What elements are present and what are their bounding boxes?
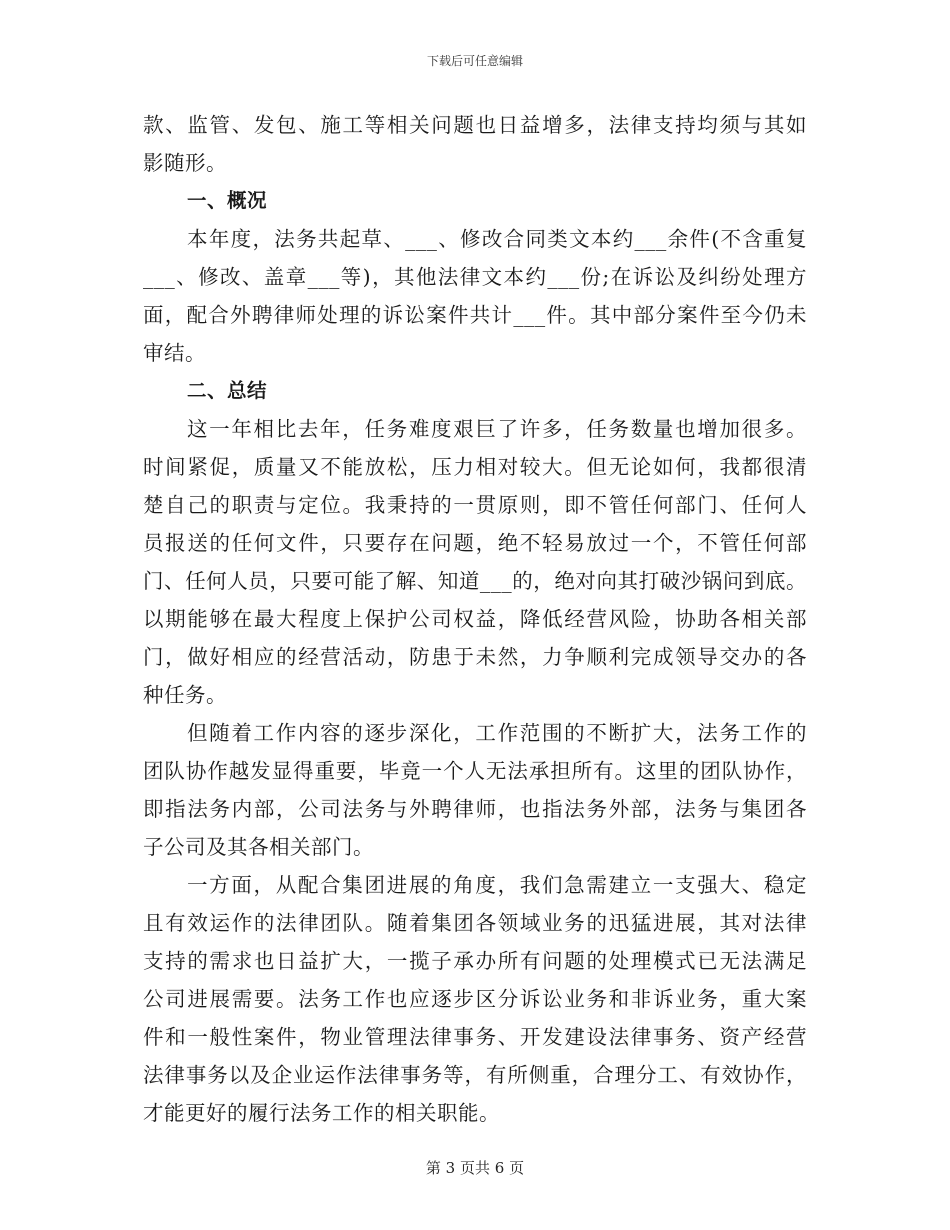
body-line: 楚自己的职责与定位。我秉持的一贯原则，即不管任何部门、任何人 [143, 493, 807, 517]
body-line: 一方面，从配合集团进展的角度，我们急需建立一支强大、稳定 [187, 873, 807, 897]
body-line: 法律事务以及企业运作法律事务等，有所侧重，合理分工、有效协作， [143, 1063, 807, 1087]
body-line: 且有效运作的法律团队。随着集团各领域业务的迅猛进展，其对法律 [143, 911, 807, 935]
body-line: 本年度，法务共起草、___、修改合同类文本约___余件(不含重复 [187, 227, 807, 251]
section-heading-summary: 二、总结 [187, 379, 268, 402]
body-line: 门、任何人员，只要可能了解、知道___的，绝对向其打破沙锅问到底。 [143, 569, 807, 593]
body-line: 子公司及其各相关部门。 [143, 835, 374, 859]
body-line: 才能更好的履行法务工作的相关职能。 [143, 1101, 500, 1125]
body-line: 公司进展需要。法务工作也应逐步区分诉讼业务和非诉业务，重大案 [143, 987, 807, 1011]
body-line: 影随形。 [143, 151, 227, 175]
body-line: 支持的需求也日益扩大，一揽子承办所有问题的处理模式已无法满足 [143, 949, 807, 973]
body-line: 时间紧促，质量又不能放松，压力相对较大。但无论如何，我都很清 [143, 455, 807, 479]
body-line: 面，配合外聘律师处理的诉讼案件共计___件。其中部分案件至今仍未 [143, 303, 807, 327]
body-line: 审结。 [143, 341, 206, 365]
page-number: 第 3 页共 6 页 [425, 1159, 525, 1177]
body-line: 款、监管、发包、施工等相关问题也日益增多，法律支持均须与其如 [143, 113, 807, 137]
body-line: 但随着工作内容的逐步深化，工作范围的不断扩大，法务工作的 [187, 721, 807, 745]
body-line: 种任务。 [143, 683, 227, 707]
body-line: 团队协作越发显得重要，毕竟一个人无法承担所有。这里的团队协作， [143, 759, 807, 783]
document-body [143, 106, 807, 1132]
body-line: 员报送的任何文件，只要存在问题，绝不轻易放过一个，不管任何部 [143, 531, 807, 555]
body-line: 件和一般性案件，物业管理法律事务、开发建设法律事务、资产经营 [143, 1025, 807, 1049]
body-line: ___、修改、盖章___等)，其他法律文本约___份;在诉讼及纠纷处理方 [143, 265, 807, 289]
body-line: 即指法务内部，公司法务与外聘律师，也指法务外部，法务与集团各 [143, 797, 807, 821]
section-heading-overview: 一、概况 [187, 189, 268, 212]
body-line: 以期能够在最大程度上保护公司权益，降低经营风险，协助各相关部 [143, 607, 807, 631]
body-line: 门，做好相应的经营活动，防患于未然，力争顺利完成领导交办的各 [143, 645, 807, 669]
body-line: 这一年相比去年，任务难度艰巨了许多，任务数量也增加很多。 [187, 417, 807, 441]
page-header: 下载后可任意编辑 [426, 54, 523, 68]
